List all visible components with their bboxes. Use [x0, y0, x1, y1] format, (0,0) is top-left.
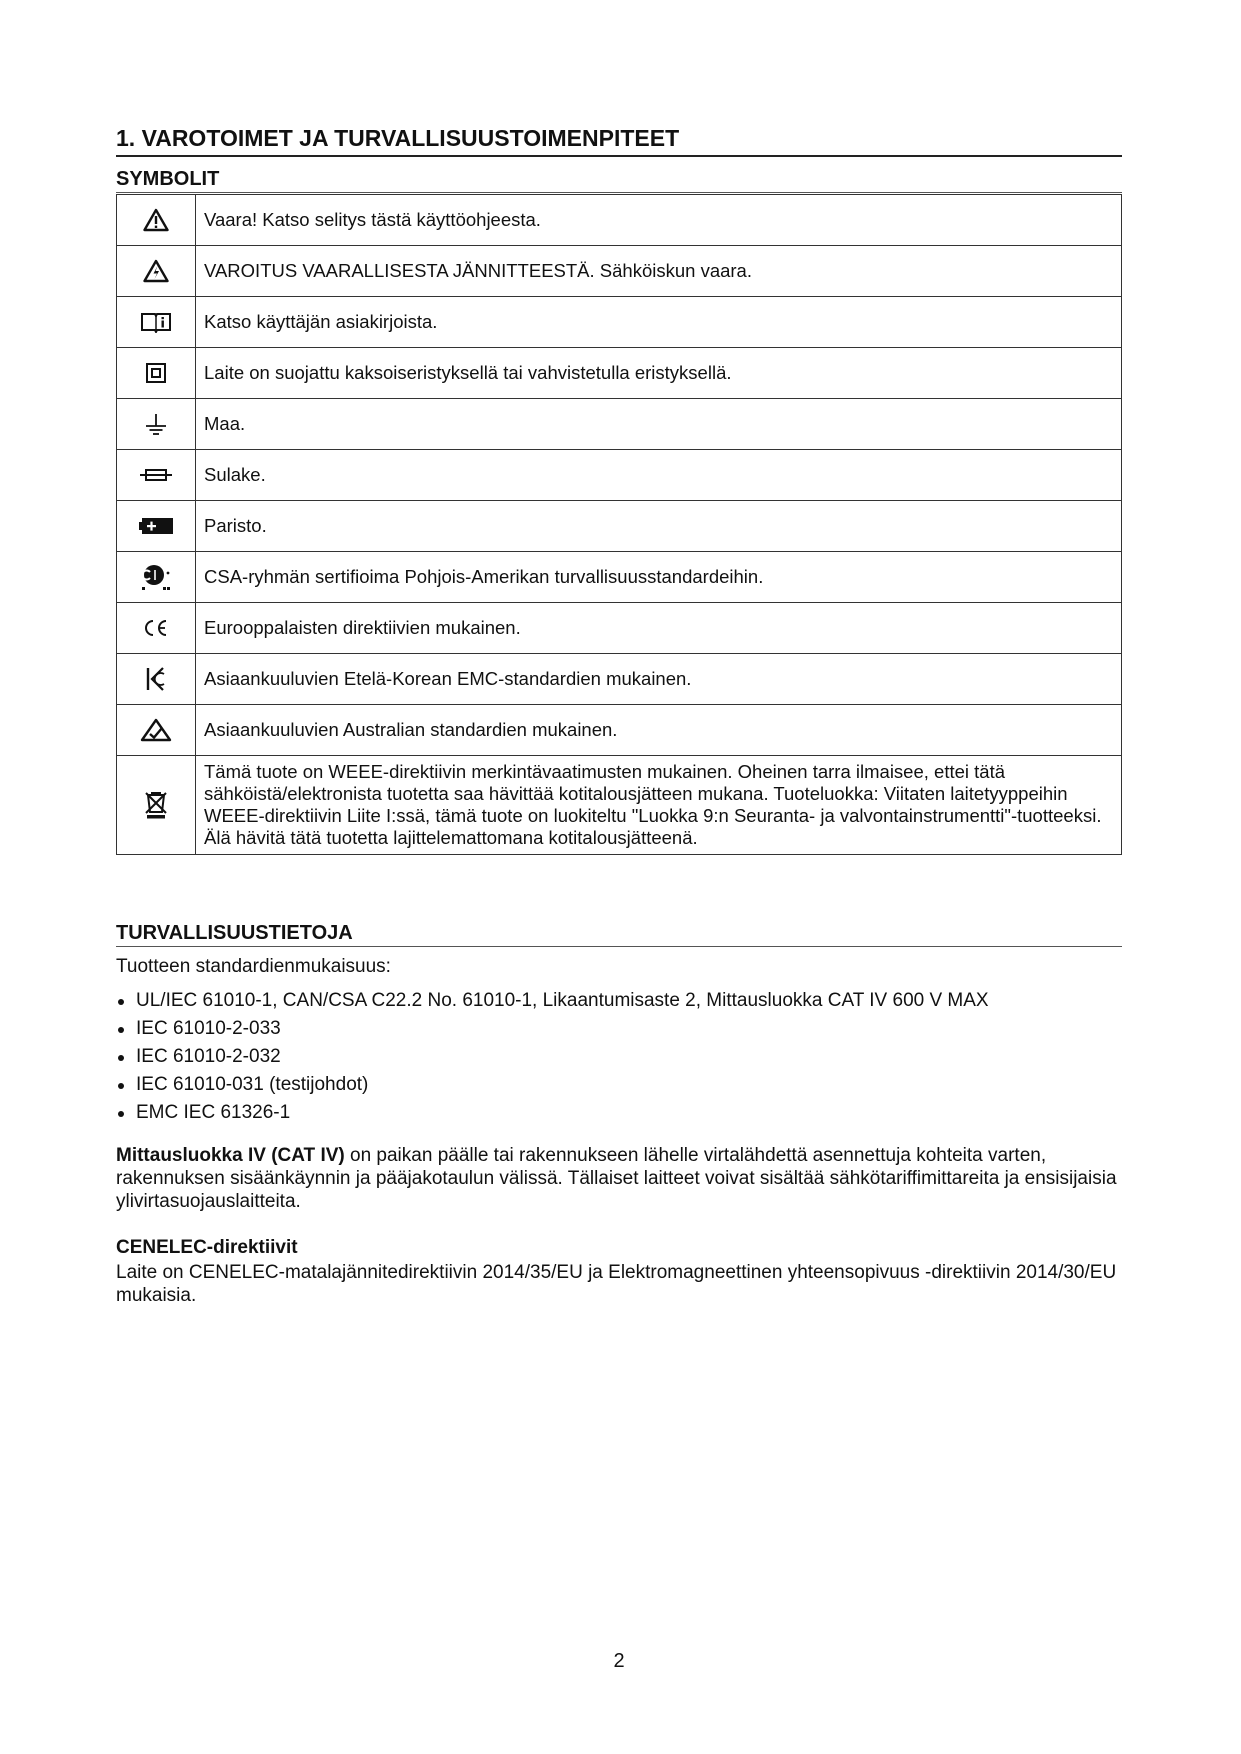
table-row [117, 756, 1122, 855]
battery-icon [117, 517, 195, 535]
table-row [117, 450, 1122, 501]
category-text: on paikan päälle tai rakennukseen lähelle virtalähdettä asennettuja kohteita varten, rakennuksen sisäänkäynnin ja pääjakotaulun välissä. Tällaiset laitteet voivat sisältää sähkötariffimittareita ja ensisijaisia ylivirtasuojauslaitteita. [116, 1145, 1117, 1212]
kc-mark-icon [117, 666, 195, 692]
symbol-description: Katso käyttäjän asiakirjoista. [196, 297, 1122, 348]
table-row [117, 399, 1122, 450]
table-row [117, 501, 1122, 552]
standards-lead: Tuotteen standardienmukaisuus: [116, 956, 391, 977]
standards-list [116, 989, 989, 1129]
symbols-table [116, 194, 1122, 855]
table-row [117, 603, 1122, 654]
symbol-description: Asiaankuuluvien Australian standardien mukainen. [196, 705, 1122, 756]
table-row [117, 195, 1122, 246]
csa-logo-icon [117, 561, 195, 593]
symbol-description: CSA-ryhmän sertifioima Pohjois-Amerikan turvallisuusstandardeihin. [196, 552, 1122, 603]
symbol-description: Maa. [196, 399, 1122, 450]
symbol-description: Eurooppalaisten direktiivien mukainen. [196, 603, 1122, 654]
symbol-description: Tämä tuote on WEEE-direktiivin merkintävaatimusten mukainen. Oheinen tarra ilmaisee, ettei tätä sähköistä/elektronista tuotetta saa hävittää kotitalousjätteen mukana. Tuoteluokka: Viitaten laitetyyppeihin WEEE-direktiivin Liite I:ssä, tämä tuote on luokiteltu "Luokka 9:n Seuranta- ja valvontainstrumentti"-tuotteeksi. Älä hävitä tätä tuotetta lajittelemattomana kotitalousjätteenä. [196, 756, 1122, 855]
list-item: IEC 61010-2-033 [116, 1017, 989, 1045]
page-number: 2 [613, 1650, 625, 1672]
voltage-warning-icon [117, 259, 195, 283]
list-item: EMC IEC 61326-1 [116, 1101, 989, 1129]
safety-heading: TURVALLISUUSTIETOJA [116, 921, 1122, 947]
cenelec-paragraph: Laite on CENELEC-matalajännitedirektiivin 2014/35/EU ja Elektromagneettinen yhteensopivuus -direktiivin 2014/30/EU mukaisia. [116, 1262, 1117, 1306]
user-manual-icon [117, 311, 195, 333]
table-row [117, 552, 1122, 603]
symbol-description: VAROITUS VAARALLISESTA JÄNNITTEESTÄ. Sähköiskun vaara. [196, 246, 1122, 297]
table-row [117, 297, 1122, 348]
ce-mark-icon [117, 619, 195, 637]
measurement-category-paragraph [116, 1144, 1122, 1213]
symbols-heading: SYMBOLIT [116, 167, 1122, 193]
fuse-icon [117, 467, 195, 483]
symbol-description: Paristo. [196, 501, 1122, 552]
table-row [117, 654, 1122, 705]
list-item: IEC 61010-031 (testijohdot) [116, 1073, 989, 1101]
symbol-description: Laite on suojattu kaksoiseristyksellä tai vahvistetulla eristyksellä. [196, 348, 1122, 399]
table-row [117, 705, 1122, 756]
warning-triangle-icon [117, 208, 195, 232]
symbol-description: Vaara! Katso selitys tästä käyttöohjeesta. [196, 195, 1122, 246]
list-item: UL/IEC 61010-1, CAN/CSA C22.2 No. 61010-1, Likaantumisaste 2, Mittausluokka CAT IV 600 V MAX [116, 989, 989, 1017]
weee-bin-icon [117, 790, 195, 820]
symbol-description: Sulake. [196, 450, 1122, 501]
cenelec-heading: CENELEC-direktiivit [116, 1237, 298, 1258]
symbol-description: Asiaankuuluvien Etelä-Korean EMC-standardien mukainen. [196, 654, 1122, 705]
category-term: Mittausluokka IV (CAT IV) [116, 1145, 345, 1166]
table-row [117, 246, 1122, 297]
section-heading: 1. VAROTOIMET JA TURVALLISUUSTOIMENPITEET [116, 124, 1122, 157]
table-row [117, 348, 1122, 399]
double-insulation-icon [117, 362, 195, 384]
rcm-mark-icon [117, 718, 195, 742]
list-item: IEC 61010-2-032 [116, 1045, 989, 1073]
ground-icon [117, 412, 195, 436]
